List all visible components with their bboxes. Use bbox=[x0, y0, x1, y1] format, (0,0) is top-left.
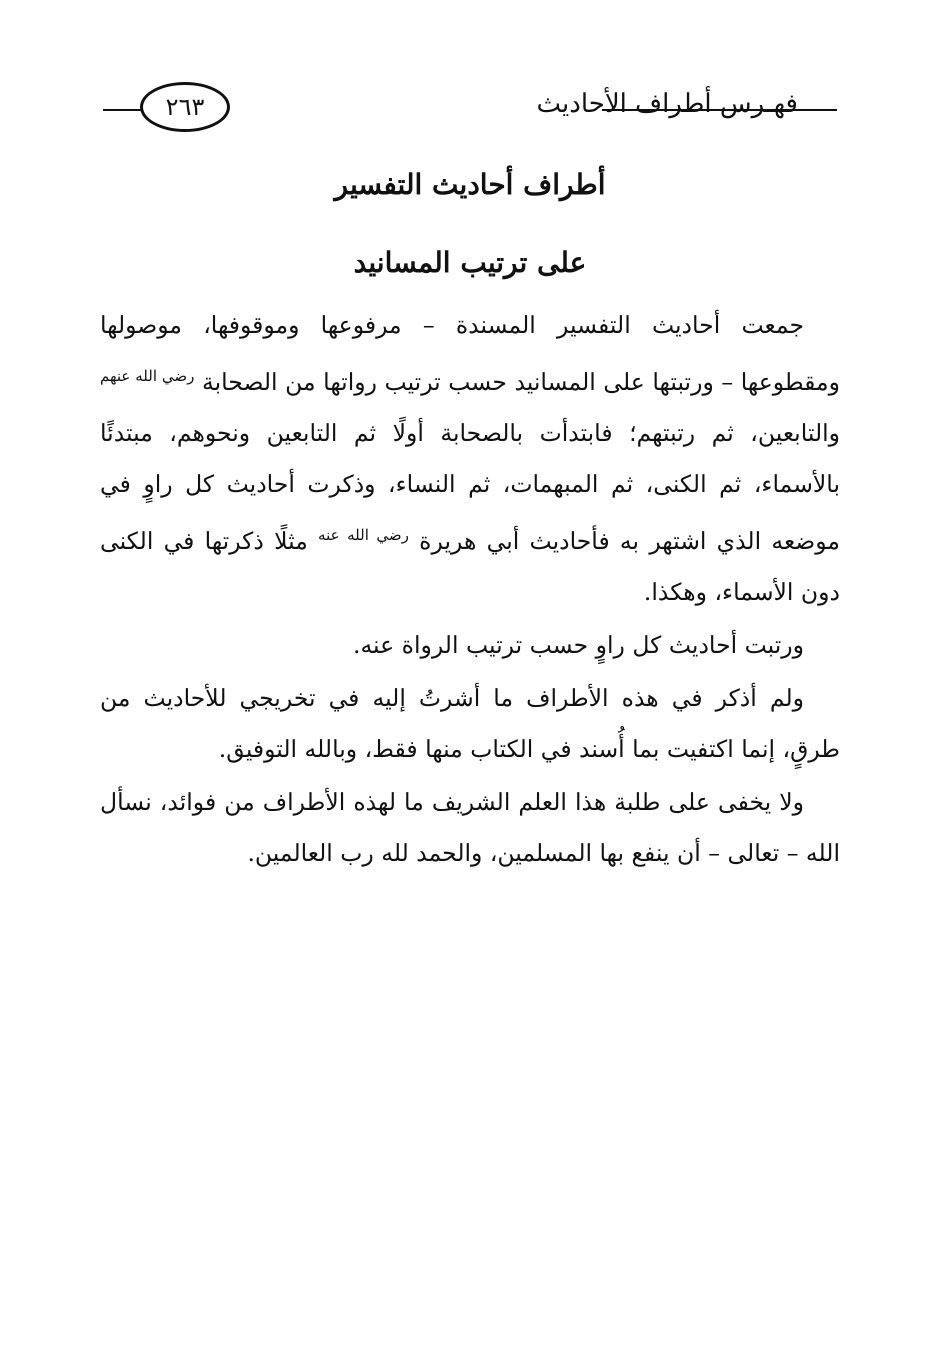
paragraph-2: ورتبت أحاديث كل راوٍ حسب ترتيب الرواة عنه. bbox=[352, 630, 804, 659]
page-number-text: ٢٦٣ bbox=[165, 93, 205, 121]
sub-title: على ترتيب المسانيد bbox=[353, 246, 587, 279]
paragraph-1-part-2: والتابعين، ثم رتبتهم؛ فابتدأت بالصحابة أولًا ثم التابعين ونحوهم، مبتدئًا بالأسماء، ثم الكنى، ثم المبهمات، ثم النساء، وذكرت أحاديث كل راوٍ في موضعه الذي اشتهر به فأحاديث أبي هريرة bbox=[100, 418, 840, 555]
main-title: أطراف أحاديث التفسير bbox=[334, 168, 606, 201]
page-header bbox=[0, 0, 932, 140]
paragraph-1 bbox=[100, 300, 840, 618]
running-title: فهـرس أطراف الأحاديث bbox=[536, 89, 798, 119]
honorific-symbol: رضي الله عنه bbox=[318, 525, 409, 544]
paragraph-1-part-3: مثلًا ذكرتها في الكنى دون الأسماء، وهكذا. bbox=[100, 526, 840, 606]
page-number bbox=[140, 82, 230, 132]
paragraph-1-part-1: جمعت أحاديث التفسير المسندة – مرفوعها وموقوفها، موصولها ومقطوعها – ورتبتها على المسانيد حسب ترتيب رواتها من الصحابة bbox=[100, 311, 840, 396]
paragraph-4: ولا يخفى على طلبة هذا العلم الشريف ما لهذه الأطراف من فوائد، نسأل الله – تعالى – أن ينفع بها المسلمين، والحمد لله رب العالمين. bbox=[100, 787, 840, 867]
honorific-symbol: رضي الله عنهم bbox=[100, 367, 195, 385]
body-text bbox=[100, 300, 840, 879]
header-rule-left bbox=[103, 109, 143, 111]
paragraph-3: ولم أذكر في هذه الأطراف ما أشرتُ إليه في تخريجي للأحاديث من طرقٍ، إنما اكتفيت بما أُسند في الكتاب منها فقط، وبالله التوفيق. bbox=[100, 683, 840, 763]
